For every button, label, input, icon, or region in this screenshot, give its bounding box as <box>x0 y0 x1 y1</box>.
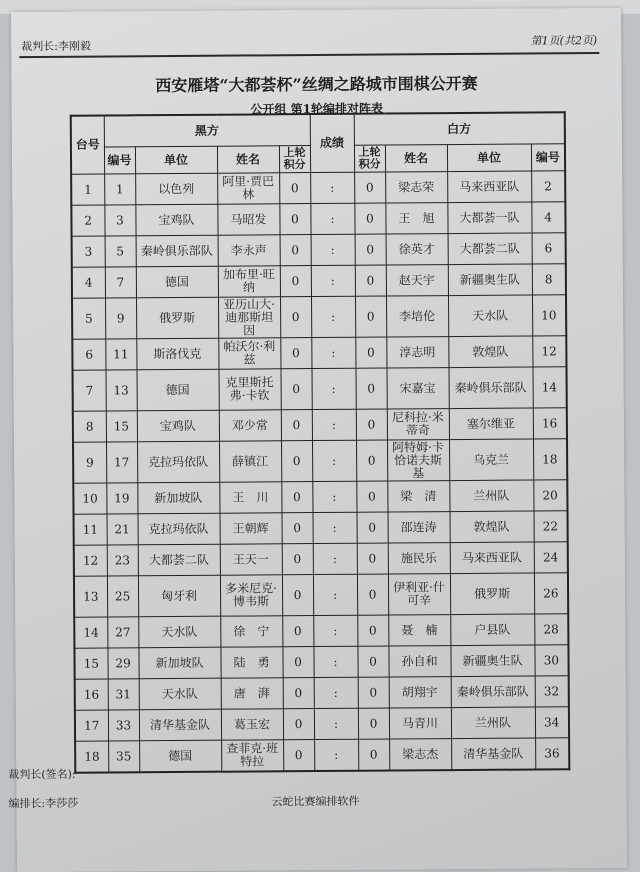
white-number-cell: 32 <box>535 676 569 707</box>
col-black-number: 编号 <box>104 147 135 174</box>
white-unit-cell: 大都荟二队 <box>448 233 532 265</box>
white-number-cell: 24 <box>534 542 568 573</box>
white-points-cell: 0 <box>357 615 388 646</box>
white-number-cell: 12 <box>532 336 566 367</box>
black-unit-cell: 新加坡队 <box>137 482 219 514</box>
black-number-cell: 19 <box>106 483 137 514</box>
result-cell: : <box>313 615 357 646</box>
result-cell: : <box>310 203 354 234</box>
white-points-cell: 0 <box>356 368 387 409</box>
white-name-cell: 孙自和 <box>388 646 450 677</box>
result-cell: : <box>311 234 355 265</box>
black-points-cell: 0 <box>279 173 310 204</box>
col-white-unit: 单位 <box>447 144 531 172</box>
black-name-cell: 王天一 <box>220 544 282 575</box>
white-number-cell: 20 <box>533 480 567 511</box>
white-name-cell: 伊利亚·什可辛 <box>388 574 450 615</box>
white-name-cell: 邵连涛 <box>388 512 450 543</box>
black-name-cell: 多米尼克·博韦斯 <box>220 575 282 616</box>
table-row <box>73 408 567 442</box>
table-row <box>74 573 568 617</box>
black-unit-cell: 匈牙利 <box>138 575 220 617</box>
col-black: 黑方 <box>104 114 310 147</box>
table-row <box>72 264 566 298</box>
black-number-cell: 21 <box>107 514 138 545</box>
table-no-cell: 15 <box>74 648 107 679</box>
white-points-cell: 0 <box>357 543 388 574</box>
table-no-cell: 10 <box>73 483 106 514</box>
black-name-cell: 唐 湃 <box>221 678 283 709</box>
black-name-cell: 陆 勇 <box>220 647 282 678</box>
result-cell: : <box>311 337 355 368</box>
black-unit-cell: 德国 <box>137 369 219 411</box>
white-number-cell: 6 <box>532 233 566 264</box>
black-points-cell: 0 <box>282 647 313 678</box>
white-unit-cell: 秦岭俱乐部队 <box>449 367 533 409</box>
black-points-cell: 0 <box>280 235 311 266</box>
table-no-cell: 8 <box>73 411 106 442</box>
table-no-cell: 16 <box>75 679 108 710</box>
black-points-cell: 0 <box>282 575 313 616</box>
white-points-cell: 0 <box>357 512 388 543</box>
result-cell: : <box>312 481 356 512</box>
white-points-cell: 0 <box>356 440 387 481</box>
white-unit-cell: 乌克兰 <box>449 439 533 481</box>
white-name-cell: 宋嘉宝 <box>387 368 449 409</box>
black-points-cell: 0 <box>283 740 314 772</box>
black-name-cell: 马昭发 <box>217 204 279 235</box>
white-name-cell: 赵天宇 <box>386 265 448 296</box>
chief-referee: 裁判长:李刚毅 <box>21 39 92 54</box>
table-no-cell: 11 <box>74 514 107 545</box>
col-black-name: 姓名 <box>217 146 279 173</box>
page-title: 西安雁塔“大都荟杯”丝绸之路城市围棋公开赛 <box>155 73 478 96</box>
table-row <box>74 511 568 545</box>
black-name-cell: 王 川 <box>219 482 281 513</box>
black-unit-cell: 清华基金队 <box>139 709 221 741</box>
black-name-cell: 李永声 <box>218 235 280 266</box>
black-name-cell: 王朝辉 <box>220 513 282 544</box>
white-points-cell: 0 <box>354 172 385 203</box>
white-number-cell: 4 <box>531 202 565 233</box>
white-unit-cell: 户县队 <box>450 614 534 646</box>
black-number-cell: 9 <box>105 298 136 339</box>
col-white-number: 编号 <box>531 144 565 171</box>
white-unit-cell: 大都荟一队 <box>447 202 531 234</box>
white-number-cell: 18 <box>533 439 567 480</box>
white-number-cell: 8 <box>532 264 566 295</box>
col-result: 成绩 <box>310 114 354 173</box>
white-name-cell: 施民乐 <box>388 543 450 574</box>
black-number-cell: 23 <box>107 545 138 576</box>
black-number-cell: 33 <box>108 710 139 741</box>
black-points-cell: 0 <box>279 204 310 235</box>
table-row <box>75 707 569 741</box>
table-row <box>75 738 569 773</box>
black-number-cell: 35 <box>108 741 139 773</box>
white-points-cell: 0 <box>356 409 387 440</box>
white-points-cell: 0 <box>358 708 389 739</box>
table-no-cell: 13 <box>74 576 107 617</box>
col-black-unit: 单位 <box>135 146 217 174</box>
black-name-cell: 邓少常 <box>219 410 281 441</box>
black-name-cell: 徐 宁 <box>220 616 282 647</box>
col-black-points: 上轮积分 <box>279 146 310 173</box>
result-cell: : <box>313 646 357 677</box>
black-unit-cell: 天水队 <box>139 678 221 710</box>
white-unit-cell: 新疆奥生队 <box>448 264 532 296</box>
black-number-cell: 25 <box>107 576 138 617</box>
white-name-cell: 阿特姆·卡恰诺夫斯基 <box>387 440 449 481</box>
signature-label: 裁判长(签名): <box>8 767 76 782</box>
white-points-cell: 0 <box>355 265 386 296</box>
white-number-cell: 34 <box>535 707 569 738</box>
black-unit-cell: 以色列 <box>135 173 217 205</box>
table-no-cell: 6 <box>72 339 105 370</box>
black-unit-cell: 斯洛伐克 <box>136 338 218 370</box>
white-unit-cell: 俄罗斯 <box>450 573 534 615</box>
result-cell: : <box>314 708 358 739</box>
white-number-cell: 2 <box>531 171 565 202</box>
black-number-cell: 13 <box>106 370 137 411</box>
black-points-cell: 0 <box>282 616 313 647</box>
black-unit-cell: 德国 <box>139 740 221 772</box>
white-unit-cell: 马来西亚队 <box>447 171 531 203</box>
white-number-cell: 14 <box>533 367 567 408</box>
col-white-name: 姓名 <box>385 145 447 172</box>
table-no-cell: 2 <box>71 205 104 236</box>
table-no-cell: 14 <box>74 617 107 648</box>
black-number-cell: 3 <box>104 205 135 236</box>
result-cell: : <box>312 409 356 440</box>
white-unit-cell: 兰州队 <box>449 480 533 512</box>
col-white-points: 上轮积分 <box>354 145 385 172</box>
table-row <box>73 480 567 514</box>
col-table-no: 台号 <box>71 115 104 174</box>
col-white: 白方 <box>354 112 565 145</box>
black-number-cell: 17 <box>106 442 137 483</box>
white-name-cell: 梁 清 <box>387 481 449 512</box>
black-name-cell: 薛镇江 <box>219 441 281 482</box>
table-no-cell: 7 <box>73 370 106 411</box>
black-name-cell: 葛玉宏 <box>221 709 283 740</box>
black-name-cell: 查菲克·班特拉 <box>221 740 283 772</box>
black-points-cell: 0 <box>281 369 312 410</box>
result-cell: : <box>313 543 357 574</box>
white-points-cell: 0 <box>356 481 387 512</box>
white-unit-cell: 天水队 <box>448 295 532 337</box>
black-unit-cell: 新加坡队 <box>138 647 220 679</box>
table-no-cell: 3 <box>72 236 105 267</box>
white-points-cell: 0 <box>354 203 385 234</box>
white-points-cell: 0 <box>358 739 389 771</box>
table-row <box>73 439 567 483</box>
black-points-cell: 0 <box>282 544 313 575</box>
white-unit-cell: 兰州队 <box>451 707 535 739</box>
white-name-cell: 马青川 <box>389 708 451 739</box>
black-number-cell: 11 <box>105 339 136 370</box>
table-row <box>71 202 565 236</box>
white-number-cell: 22 <box>534 511 568 542</box>
table-row <box>74 542 568 576</box>
result-cell: : <box>312 440 356 481</box>
white-number-cell: 30 <box>534 645 568 676</box>
black-name-cell: 克里斯托弗·卡钦 <box>219 369 281 410</box>
black-points-cell: 0 <box>282 513 313 544</box>
white-number-cell: 26 <box>534 573 568 614</box>
white-name-cell: 李培伦 <box>386 296 448 337</box>
black-number-cell: 1 <box>104 174 135 205</box>
white-unit-cell: 敦煌队 <box>450 511 534 543</box>
table-no-cell: 9 <box>73 442 106 483</box>
table-no-cell: 12 <box>74 545 107 576</box>
white-number-cell: 16 <box>533 408 567 439</box>
white-points-cell: 0 <box>355 296 386 337</box>
black-number-cell: 15 <box>106 411 137 442</box>
white-name-cell: 尼科拉·米蒂奇 <box>387 409 449 440</box>
black-points-cell: 0 <box>281 410 312 441</box>
table-row <box>71 171 565 205</box>
arranger: 编排长:李莎莎 <box>8 796 79 811</box>
white-unit-cell: 新疆奥生队 <box>450 645 534 677</box>
table-row <box>73 367 567 411</box>
white-unit-cell: 清华基金队 <box>451 738 535 770</box>
result-cell: : <box>313 512 357 543</box>
table-body <box>71 171 569 773</box>
white-name-cell: 王 旭 <box>385 203 447 234</box>
result-cell: : <box>312 368 356 409</box>
white-unit-cell: 马来西亚队 <box>450 542 534 574</box>
black-unit-cell: 克拉玛依队 <box>137 441 219 483</box>
table-row <box>75 676 569 710</box>
black-points-cell: 0 <box>280 338 311 369</box>
white-number-cell: 28 <box>534 614 568 645</box>
table-no-cell: 4 <box>72 267 105 298</box>
black-points-cell: 0 <box>283 709 314 740</box>
table-row <box>72 233 566 267</box>
white-points-cell: 0 <box>357 646 388 677</box>
page-number: 第1页(共2页) <box>530 34 598 48</box>
result-cell: : <box>311 296 355 337</box>
black-unit-cell: 德国 <box>136 266 218 298</box>
table-row <box>72 336 566 370</box>
white-points-cell: 0 <box>355 234 386 265</box>
black-points-cell: 0 <box>283 678 314 709</box>
black-name-cell: 帕沃尔·利兹 <box>218 338 280 369</box>
black-number-cell: 31 <box>108 679 139 710</box>
black-number-cell: 5 <box>105 236 136 267</box>
result-cell: : <box>313 574 357 615</box>
white-unit-cell: 敦煌队 <box>448 336 532 368</box>
table-no-cell: 1 <box>71 174 104 205</box>
white-name-cell: 聂 楠 <box>388 615 450 646</box>
header-divider <box>19 52 599 58</box>
software-name: 云蛇比赛编排软件 <box>271 794 360 809</box>
black-unit-cell: 宝鸡队 <box>135 204 217 236</box>
white-number-cell: 36 <box>535 738 569 770</box>
black-unit-cell: 秦岭俱乐部队 <box>136 235 218 267</box>
black-unit-cell: 大都荟二队 <box>138 544 220 576</box>
result-cell: : <box>310 172 354 203</box>
pairing-table <box>70 111 571 773</box>
black-unit-cell: 宝鸡队 <box>137 410 219 442</box>
black-number-cell: 7 <box>105 267 136 298</box>
white-unit-cell: 塞尔维亚 <box>449 408 533 440</box>
black-unit-cell: 克拉玛依队 <box>138 513 220 545</box>
result-cell: : <box>314 677 358 708</box>
black-points-cell: 0 <box>280 266 311 297</box>
result-cell: : <box>311 265 355 296</box>
black-points-cell: 0 <box>281 441 312 482</box>
page-subtitle: 公开组 第1轮编排对阵表 <box>250 101 384 117</box>
black-unit-cell: 天水队 <box>138 616 220 648</box>
table-row <box>74 614 568 648</box>
white-name-cell: 胡翔宇 <box>389 677 451 708</box>
table-row <box>74 645 568 679</box>
white-name-cell: 淳志明 <box>386 337 448 368</box>
black-number-cell: 29 <box>107 648 138 679</box>
table-no-cell: 17 <box>75 710 108 741</box>
white-number-cell: 10 <box>532 295 566 336</box>
black-name-cell: 亚历山大·迪那斯坦因 <box>218 297 280 338</box>
white-unit-cell: 秦岭俱乐部队 <box>451 676 535 708</box>
white-points-cell: 0 <box>357 574 388 615</box>
black-number-cell: 27 <box>107 617 138 648</box>
white-points-cell: 0 <box>355 337 386 368</box>
table-no-cell: 5 <box>72 298 105 339</box>
table-no-cell: 18 <box>75 741 108 773</box>
document-page <box>8 8 627 872</box>
white-points-cell: 0 <box>358 677 389 708</box>
black-unit-cell: 俄罗斯 <box>136 297 218 339</box>
black-points-cell: 0 <box>280 297 311 338</box>
white-name-cell: 徐英才 <box>386 234 448 265</box>
result-cell: : <box>314 739 358 771</box>
white-name-cell: 梁志荣 <box>385 172 447 203</box>
table-row <box>72 295 566 339</box>
black-name-cell: 阿里·贾巴林 <box>217 173 279 204</box>
black-name-cell: 加布里·旺纳 <box>218 266 280 297</box>
black-points-cell: 0 <box>281 482 312 513</box>
white-name-cell: 梁志杰 <box>389 739 451 771</box>
